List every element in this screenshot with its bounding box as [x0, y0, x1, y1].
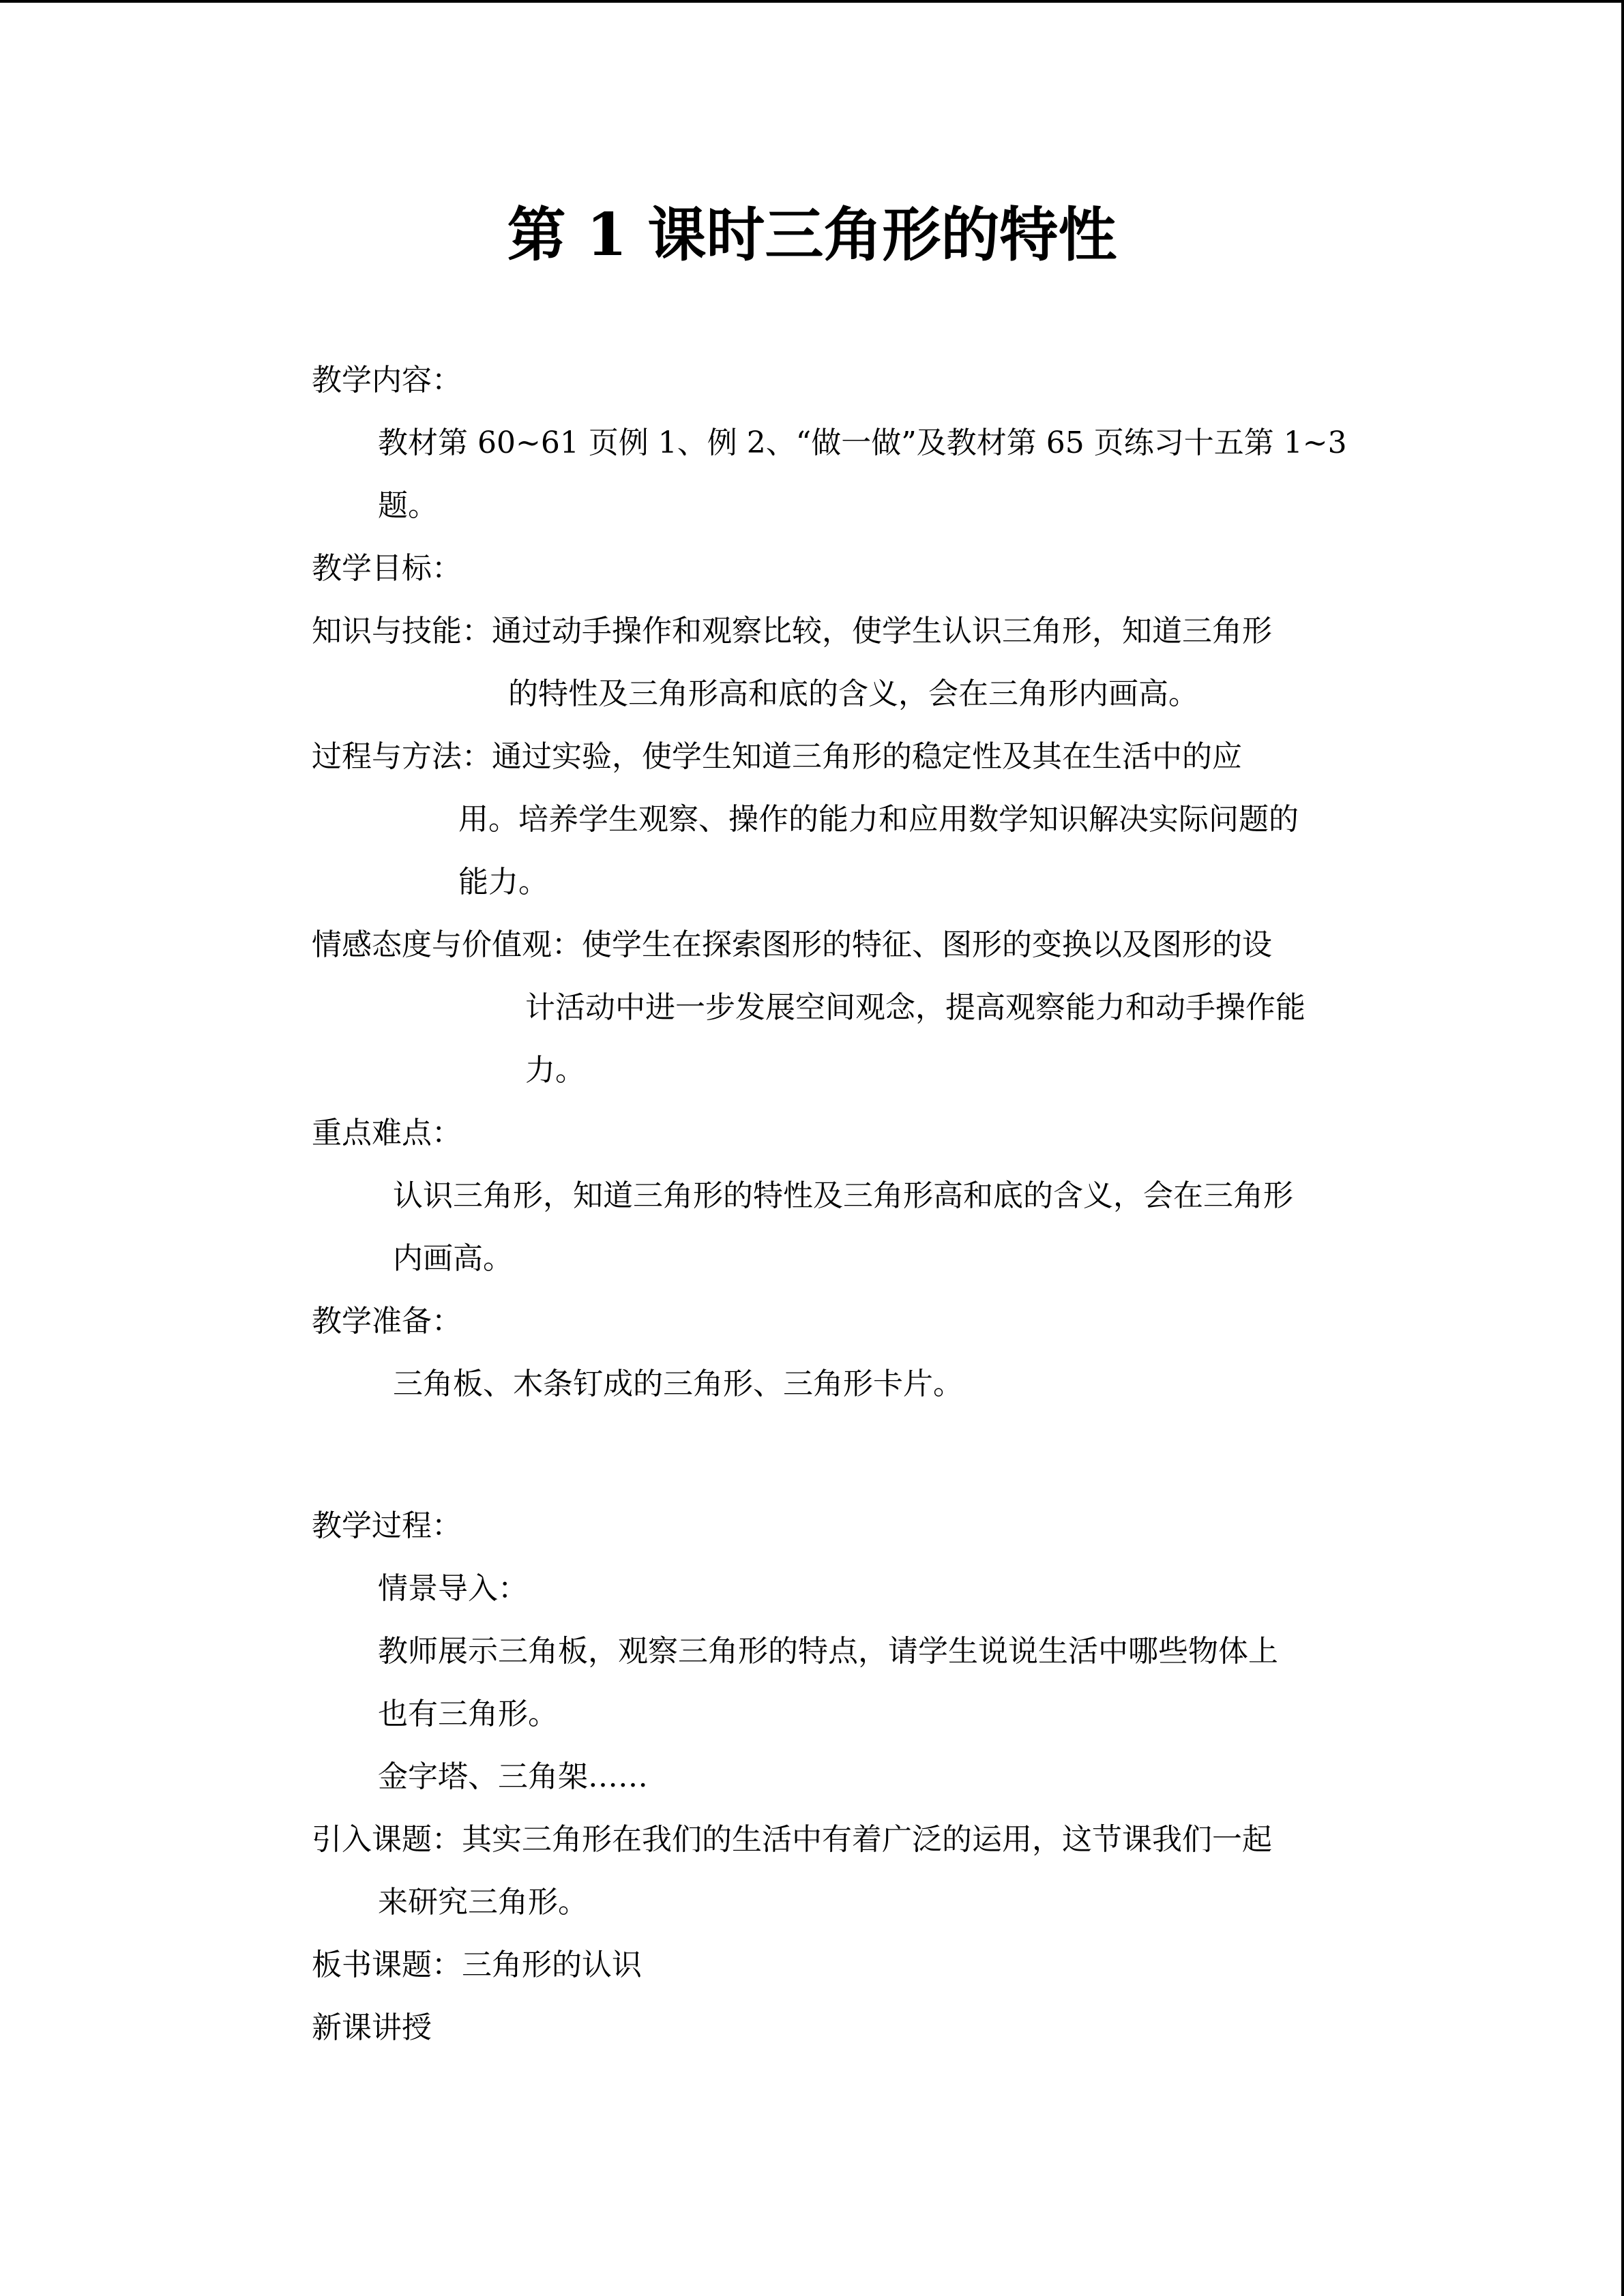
board-topic: 板书课题：三角形的认识 — [312, 1948, 642, 1982]
document-title: 第 1 课时三角形的特性 — [507, 200, 1117, 269]
process-text-line-1: 教师展示三角板，观察三角形的特点，请学生说说生活中哪些物体上 — [378, 1634, 1278, 1669]
heading-teaching-goals: 教学目标： — [312, 551, 462, 586]
process-examples: 金字塔、三角架…… — [378, 1759, 648, 1794]
process-text-line-2: 也有三角形。 — [378, 1697, 558, 1731]
page-right-border — [1621, 0, 1624, 2296]
content-text-line-1: 教材第 60~61 页例 1、例 2、“做一做”及教材第 65 页练习十五第 1~3 — [378, 426, 1347, 460]
heading-key-points: 重点难点： — [312, 1116, 462, 1150]
page-top-border — [0, 0, 1624, 3]
heading-preparation: 教学准备： — [312, 1304, 462, 1339]
introduce-topic-line-1: 引入课题：其实三角形在我们的生活中有着广泛的运用，这节课我们一起 — [312, 1822, 1272, 1857]
key-points-line-2: 内画高。 — [393, 1241, 513, 1276]
content-text-line-2: 题。 — [378, 488, 438, 523]
goal-attitude-line-3: 力。 — [525, 1053, 585, 1088]
key-points-line-1: 认识三角形，知道三角形的特性及三角形高和底的含义，会在三角形 — [393, 1178, 1293, 1213]
goal-process-line-1: 过程与方法：通过实验，使学生知道三角形的稳定性及其在生活中的应 — [312, 739, 1242, 774]
preparation-text: 三角板、木条钉成的三角形、三角形卡片。 — [393, 1367, 963, 1401]
heading-teaching-content: 教学内容： — [312, 363, 462, 398]
goal-process-line-3: 能力。 — [458, 865, 548, 899]
process-scene-intro: 情景导入： — [378, 1571, 528, 1606]
heading-new-lesson: 新课讲授 — [312, 2010, 432, 2045]
introduce-topic-line-2: 来研究三角形。 — [378, 1885, 588, 1920]
goal-process-line-2: 用。培养学生观察、操作的能力和应用数学知识解决实际问题的 — [458, 802, 1299, 837]
goal-knowledge-line-2: 的特性及三角形高和底的含义，会在三角形内画高。 — [508, 676, 1198, 711]
goal-knowledge-line-1: 知识与技能：通过动手操作和观察比较，使学生认识三角形，知道三角形 — [312, 614, 1272, 648]
goal-attitude-line-1: 情感态度与价值观：使学生在探索图形的特征、图形的变换以及图形的设 — [312, 927, 1272, 962]
goal-attitude-line-2: 计活动中进一步发展空间观念，提高观察能力和动手操作能 — [525, 990, 1305, 1025]
heading-teaching-process: 教学过程： — [312, 1508, 462, 1543]
